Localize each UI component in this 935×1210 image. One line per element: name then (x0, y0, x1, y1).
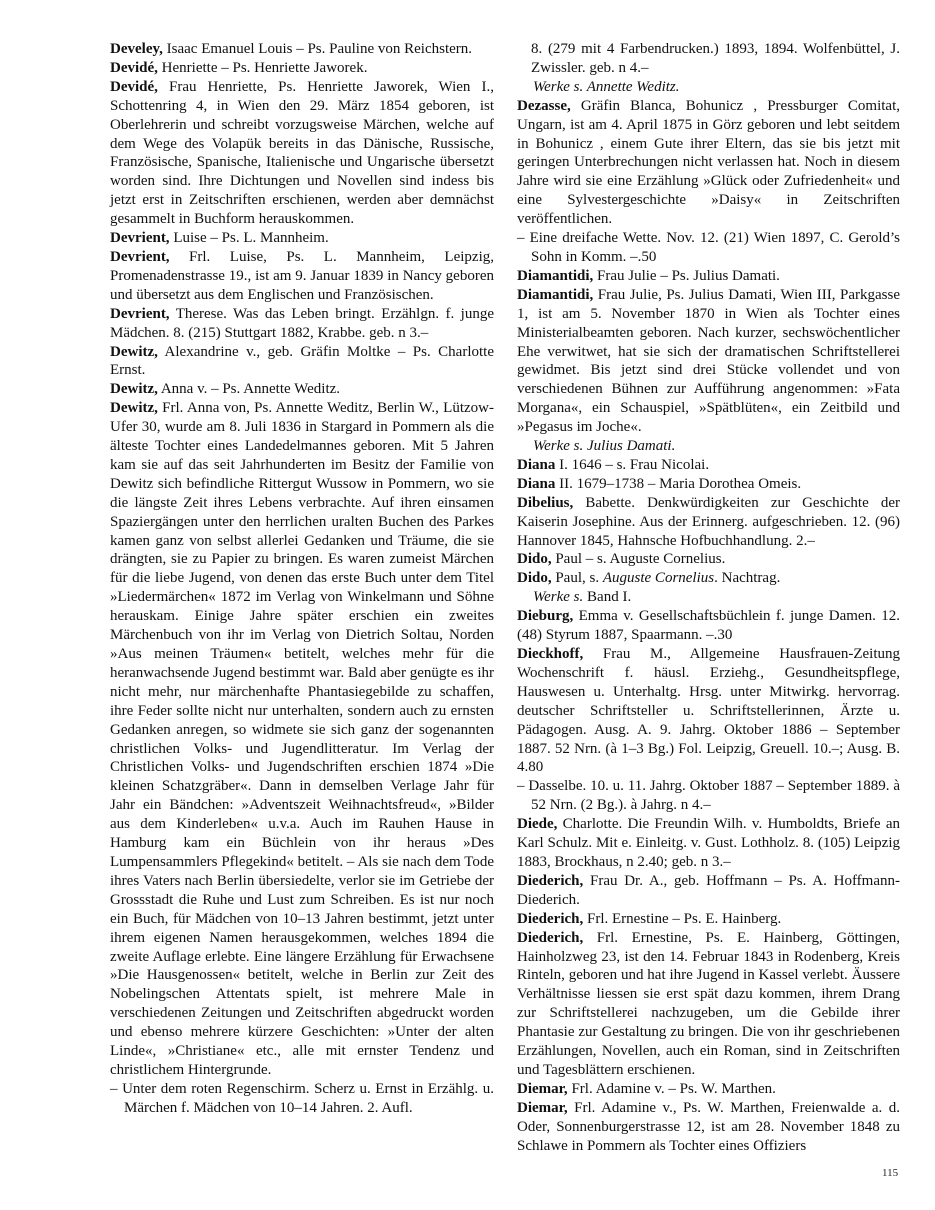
page-number: 115 (882, 1167, 899, 1179)
entry-dewitz-work-cont: 8. (279 mit 4 Farbendrucken.) 1893, 1894. Wolfenbüttel, J. Zwissler. geb. n 4.– (531, 41, 900, 76)
entry-dieburg: Dieburg, Emma v. Gesellschaftsbüchlein f. junge Damen. 12. (48) Styrum 1887, Spaarmann. –.30 (517, 608, 900, 644)
entry-werke-band: Werke s. Band I. (533, 589, 632, 606)
entry-dieckhoff-work: – Dasselbe. 10. u. 11. Jahrg. Oktober 1887 – September 1889. à 52 Nrn. (2 Bg.). à Jahrg. n 4.– (517, 778, 900, 814)
right-column (517, 40, 900, 1155)
entry-dezasse-work: – Eine dreifache Wette. Nov. 12. (21) Wien 1897, C. Gerold’s Sohn in Komm. –.50 (517, 230, 900, 265)
entry-diana-2: Diana II. 1679–1738 – Maria Dorothea Omeis. (517, 475, 802, 492)
entry-diede: Diede, Charlotte. Die Freundin Wilh. v. Humboldts, Briefe an Karl Schulz. Mit e. Einleitg. v. Gust. Lothholz. 8. (105) Leipzig 1883, Brockhaus, n 2.40; geb. n 3.– (517, 816, 900, 870)
entry-diederich-1: Diederich, Frau Dr. A., geb. Hoffmann – Ps. A. Hoffmann-Diederich. (517, 872, 900, 908)
entry-devrient-3: Devrient, Therese. Was das Leben bringt. Erzählgn. f. junge Mädchen. 8. (215) Stuttgart 1882, Krabbe. geb. n 3.– (110, 305, 494, 341)
entry-devide-1: Devidé, Henriette – Ps. Henriette Jaworek. (110, 59, 368, 76)
entry-dewitz-work: – Unter dem roten Regenschirm. Scherz u. Ernst in Erzählg. u. Märchen f. Mädchen von 10–14 Jahren. 2. Aufl. (110, 1080, 494, 1116)
entry-dewitz-1: Dewitz, Alexandrine v., geb. Gräfin Moltke – Ps. Charlotte Ernst. (110, 343, 494, 379)
entry-diederich-3: Diederich, Frl. Ernestine, Ps. E. Hainberg, Göttingen, Hainholzweg 23, ist den 14. Februar 1843 in Rodenberg, Kreis Rinteln, geboren und hat ihre Jugend in Kassel verlebt. Äussere Verhältnisse liessen sie erst spät dazu kommen, ihrem Drang zur Schriftstellerei nachzugeben, um die Gebilde ihrer Phantasie zur Gestaltung zu bringen. Die von ihr geschriebenen Erzählungen, Novellen, auch ein Roman, sind in Zeitschriften und Tagesblättern erschienen. (517, 929, 900, 1078)
entry-devide-2: Devidé, Frau Henriette, Ps. Henriette Jaworek, Wien I., Schottenring 4, in Wien den 29. März 1854 geboren, ist Oberlehrerin und schreibt vorzugsweise Märchen, welche auf dem Wege des Volapük bereits in das Dänische, Russische, Französische, Spanische, Italienische und Ungarische übersetzt worden sind. Ihre Dichtungen und Novellen sind indess bis jetzt erst in Zeitschriften erschienen, werden aber demnächst gesammelt in Buchform herauskommen. (110, 78, 494, 228)
entry-dewitz-2: Dewitz, Anna v. – Ps. Annette Weditz. (110, 381, 341, 398)
entry-diemar-2: Diemar, Frl. Adamine v., Ps. W. Marthen, Freienwalde a. d. Oder, Sonnenburgerstrasse 12, ist am 28. November 1848 zu Schlawe in Pommern als Tochter eines Offiziers (517, 1099, 900, 1154)
entry-dido-2: Dido, Paul, s. Auguste Cornelius. Nachtrag. (517, 570, 781, 587)
entry-devrient-1: Devrient, Luise – Ps. L. Mannheim. (110, 230, 329, 247)
entry-werke-damati: Werke s. Julius Damati. (533, 438, 676, 455)
entry-dezasse: Dezasse, Gräfin Blanca, Bohunicz , Pressburger Comitat, Ungarn, ist am 4. April 1875 in Görz geboren und lebt seitdem in Bohunicz , einem Gute ihrer Eltern, das sie bis jetzt mit geringen Unterbrechungen nicht verlassen hat. Noch in diesem Jahre wird sie eine Erzählung »Glück oder Zufriedenheit« und eine Sylvestergeschichte »Daisy« in Zeitschriften veröffentlichen. (517, 97, 900, 228)
entry-werke-weditz: Werke s. Annette Weditz. (533, 78, 680, 95)
entry-dewitz-3: Dewitz, Frl. Anna von, Ps. Annette Weditz, Berlin W., Lützow-Ufer 30, wurde am 8. Juli 1836 in Stargard in Pommern als die älteste Tochter eines Landedelmannes geboren. Mit 5 Jahren kam sie auf das seit Jahrhunderten im Besitz der Familie von Dewitz sich befindliche Rittergut Wussow in Pommern, wo sie die längste Zeit ihres Lebens verbrachte. Auf ihren einsamen Spaziergängen unter den herrlichen uralten Buchen des Parkes kamen ganz von selbst allerlei Gedanken und Träume, die sie drängten, sie zu Papier zu bringen. Es waren zumeist Märchen für die liebe Jugend, von denen das erste Buch unter dem Titel »Liedermärchen« 1872 im Verlag von Winkelmann und Söhne herauskam. Einige Jahre später erschien ein zweites Märchenbuch von ihr im Verlag von Dietrich Soltau, Norden »Aus meinen Träumen« betitelt, welches mehr für die heranwachsende Jugend bestimmt war. Bald aber genügte es ihr nicht mehr, nur märchenhafte Phantasiegebilde zu schaffen, ihre Feder sollte nicht nur unterhalten, sondern auch zu ernsten Gedanken anregen, so widmete sie sich ganz der sogenannten christlichen Volks- und Jugendlitteratur. Im Verlag der Christlichen Volks- und Jugendschriften erschien 1874 »Die kleinen Schatzgräber«. Dann in demselben Verlage Jahr für Jahr ein Bändchen: »Adventszeit Weihnachtsfreud«, »Bilder aus dem Kinderleben« u.v.a. Auch im Rauhen Hause in Hamburg kam ein Büchlein von ihr heraus »Des Lumpensammlers Pflegekind« betitelt. – Als sie nach dem Tode ihres Vaters nach Berlin übersiedelte, verlor sie im Getriebe der Grossstadt die Ruhe und Lust zum Schreiben. Es ist nur noch ein Buch, für Mädchen von 10–13 Jahren bestimmt, jetzt unter ihrem eigenen Namen herausgekommen, welches 1894 die zweite Auflage erlebte. Eine längere Erzählung für Erwachsene »Die Hausgenossen« betitelt, welche in Berlin zur Zeit des Nobelingschen Attentats spielt, ist mehrere Male in verschiedenen Zeitungen und Zeitschriften abgedruckt worden und ebenso mehrere kürzere Geschichten: »Unter der alten Linde«, »Christiane« etc., alle mit ernster Tendenz und christlichem Hintergrunde. (110, 400, 494, 1078)
entry-diamantidi-2: Diamantidi, Frau Julie, Ps. Julius Damati, Wien III, Parkgasse 1, ist am 5. November 1870 in Wien als Tochter eines Ministerialbeamten geboren. Nach kurzer, sechswöchentlicher Ehe verwitwet, hat sie sich der dramatischen Schriftstellerei gewidmet. Bis jetzt sind drei Stücke vollendet und von verschiedenen Bühnen zur Aufführung angenommen: »Fata Morgana«, ein Schauspiel, »Spätblüten«, ein Zeitbild und »Pegasus im Joche«. (517, 286, 900, 436)
entry-diamantidi-1: Diamantidi, Frau Julie – Ps. Julius Damati. (517, 267, 780, 284)
entry-dieckhoff: Dieckhoff, Frau M., Allgemeine Hausfrauen-Zeitung Wochenschrift f. häusl. Erziehg., Gesundheitspflege, Hauswesen u. Unterhaltg. Hrsg. unter Mitwirkg. hervorrag. deutscher Schriftsteller u. Schriftstellerinnen, Ärzte u. Pädagogen. Ausg. A. 9. Jahrg. Oktober 1886 – September 1887. 52 Nrn. (à 1–3 Bg.) Fol. Leipzig, Greuell. 10.–; Ausg. B. 4.80 (517, 646, 900, 776)
left-column (110, 40, 494, 1118)
entry-devrient-2: Devrient, Frl. Luise, Ps. L. Mannheim, Leipzig, Promenadenstrasse 19., ist am 9. Januar 1839 in Nancy geboren und übersetzt aus dem Englischen und Französischen. (110, 248, 494, 303)
entry-diemar-1: Diemar, Frl. Adamine v. – Ps. W. Marthen. (517, 1080, 776, 1097)
entry-dido-1: Dido, Paul – s. Auguste Cornelius. (517, 551, 726, 568)
entry-diana-1: Diana I. 1646 – s. Frau Nicolai. (517, 456, 710, 473)
entry-develey: Develey, Isaac Emanuel Louis – Ps. Pauline von Reichstern. (110, 41, 473, 57)
entry-diederich-2: Diederich, Frl. Ernestine – Ps. E. Hainberg. (517, 910, 782, 927)
entry-dibelius: Dibelius, Babette. Denkwürdigkeiten zur Geschichte der Kaiserin Josephine. Aus der Erinnerg. aufgeschrieben. 12. (96) Hannover 1845, Hahnsche Hofbuchhandlung. 2.– (517, 494, 900, 549)
